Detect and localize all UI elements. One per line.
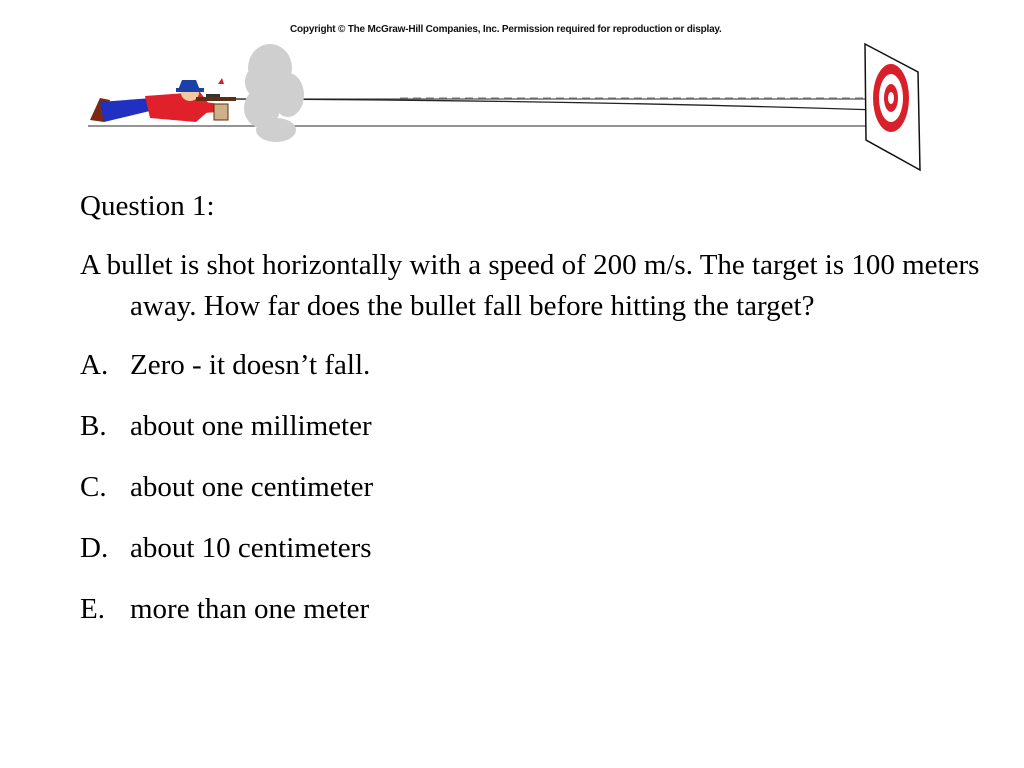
option-letter: E. [80, 593, 105, 625]
option-text: about 10 centimeters [130, 532, 372, 564]
option-d[interactable] [80, 528, 980, 569]
question-title: Question 1: [80, 190, 215, 222]
option-text: about one centimeter [130, 471, 374, 503]
shooter-icon [90, 78, 236, 122]
question-text: A bullet is shot horizontally with a speed of 200 m/s. The target is 100 meters away. How far does the bullet fall before hitting the target? [80, 249, 980, 322]
option-c[interactable] [80, 467, 980, 508]
option-letter: A. [80, 349, 109, 381]
answer-options [80, 345, 980, 630]
option-letter: B. [80, 410, 107, 442]
option-a[interactable] [80, 345, 980, 386]
option-e[interactable] [80, 589, 980, 630]
option-letter: C. [80, 471, 107, 503]
option-b[interactable] [80, 406, 980, 447]
option-text: about one millimeter [130, 410, 372, 442]
copyright-notice: Copyright © The McGraw-Hill Companies, Inc. Permission required for reproduction or display. [290, 24, 722, 35]
smoke-cloud-icon [244, 44, 304, 142]
question-block [80, 186, 980, 650]
option-text: Zero - it doesn’t fall. [130, 349, 371, 381]
target-icon [865, 44, 920, 170]
option-letter: D. [80, 532, 109, 564]
rifle-trajectory-illustration [0, 0, 1024, 180]
option-text: more than one meter [130, 593, 370, 625]
